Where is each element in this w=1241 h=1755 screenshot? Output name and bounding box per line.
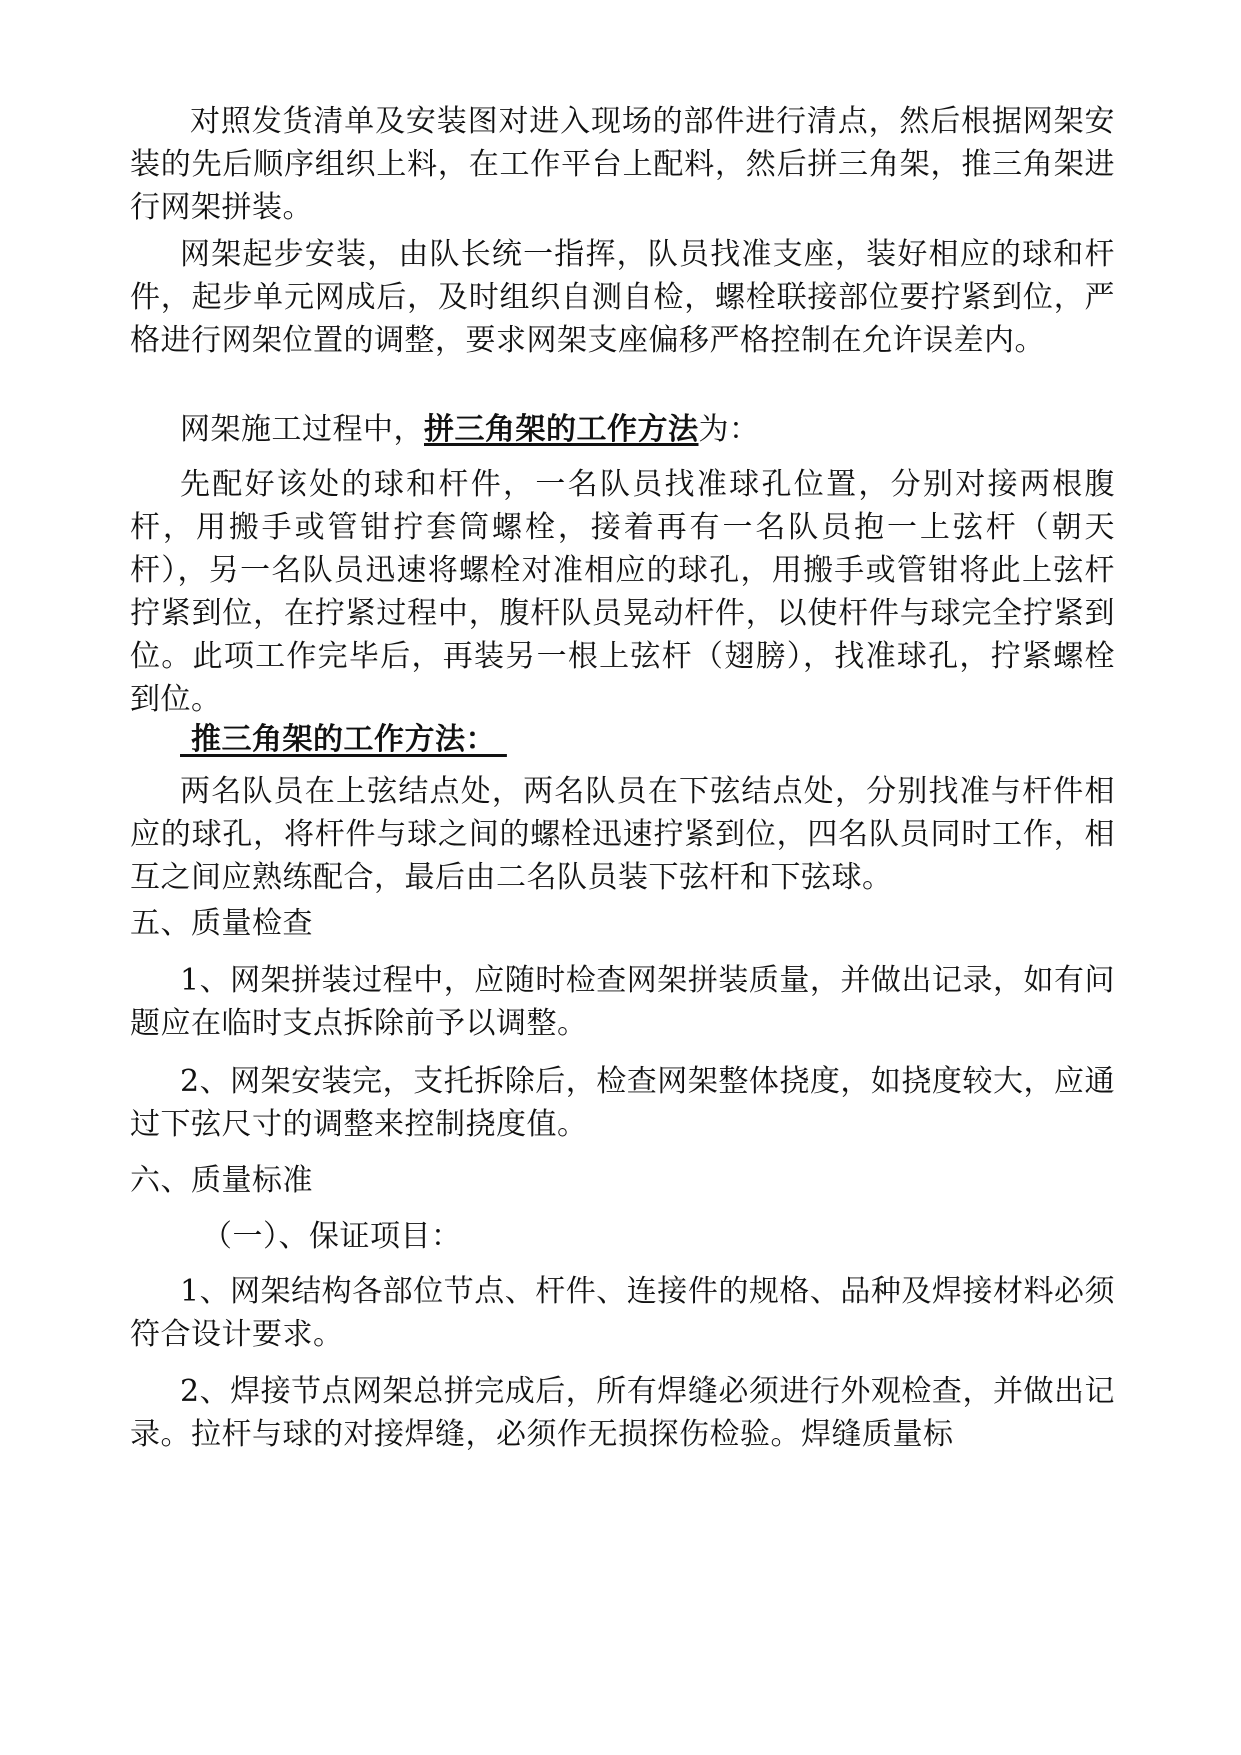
paragraph-inspection-2: 2、网架安装完，支托拆除后，检查网架整体挠度，如挠度较大，应通过下弦尺寸的调整来控制挠度值。	[130, 1064, 1115, 1142]
heading-push-triangle	[130, 718, 1115, 761]
intro-suffix: 为：	[698, 412, 760, 447]
paragraph-push-triangle: 两名队员在上弦结点处，两名队员在下弦结点处，分别找准与杆件相应的球孔，将杆件与球之间的螺栓迅速拧紧到位，四名队员同时工作，相互之间应熟练配合，最后由二名队员装下弦杆和下弦球。	[130, 774, 1115, 895]
section-quality-standard-title: 六、质量标准	[130, 1163, 313, 1198]
method-emphasis: 拼三角架的工作方法	[424, 412, 699, 447]
push-triangle-title: 推三角架的工作方法：	[180, 722, 507, 757]
intro-prefix: 网架施工过程中，	[180, 412, 424, 447]
paragraph-start-install: 网架起步安装，由队长统一指挥，队员找准支座，装好相应的球和杆件，起步单元网成后，及时组织自测自检，螺栓联接部位要拧紧到位，严格进行网架位置的调整，要求网架支座偏移严格控制在允许误差内。	[130, 237, 1115, 358]
subsection-guarantee-items-title: （一）、保证项目：	[202, 1219, 462, 1254]
paragraph-guarantee-2: 2、焊接节点网架总拼完成后，所有焊缝必须进行外观检查，并做出记录。拉杆与球的对接焊缝，必须作无损探伤检验。焊缝质量标	[130, 1374, 1115, 1452]
paragraph-assemble-triangle: 先配好该处的球和杆件，一名队员找准球孔位置，分别对接两根腹杆，用搬手或管钳拧套筒螺栓，接着再有一名队员抱一上弦杆（朝天杆），另一名队员迅速将螺栓对准相应的球孔，用搬手或管钳将此上弦杆拧紧到位，在拧紧过程中，腹杆队员晃动杆件，以使杆件与球完全拧紧到位。此项工作完毕后，再装另一根上弦杆（翅膀），找准球孔，拧紧螺栓到位。	[130, 467, 1115, 717]
paragraph-inspection-1: 1、网架拼装过程中，应随时检查网架拼装质量，并做出记录，如有问题应在临时支点拆除前予以调整。	[130, 963, 1115, 1041]
paragraph-guarantee-1: 1、网架结构各部位节点、杆件、连接件的规格、品种及焊接材料必须符合设计要求。	[130, 1274, 1115, 1352]
paragraph-material-check: 对照发货清单及安装图对进入现场的部件进行清点，然后根据网架安装的先后顺序组织上料，在工作平台上配料，然后拼三角架，推三角架进行网架拼装。	[130, 104, 1115, 225]
section-quality-inspection-title: 五、质量检查	[130, 906, 313, 941]
paragraph-truss-method-intro	[130, 408, 1115, 451]
